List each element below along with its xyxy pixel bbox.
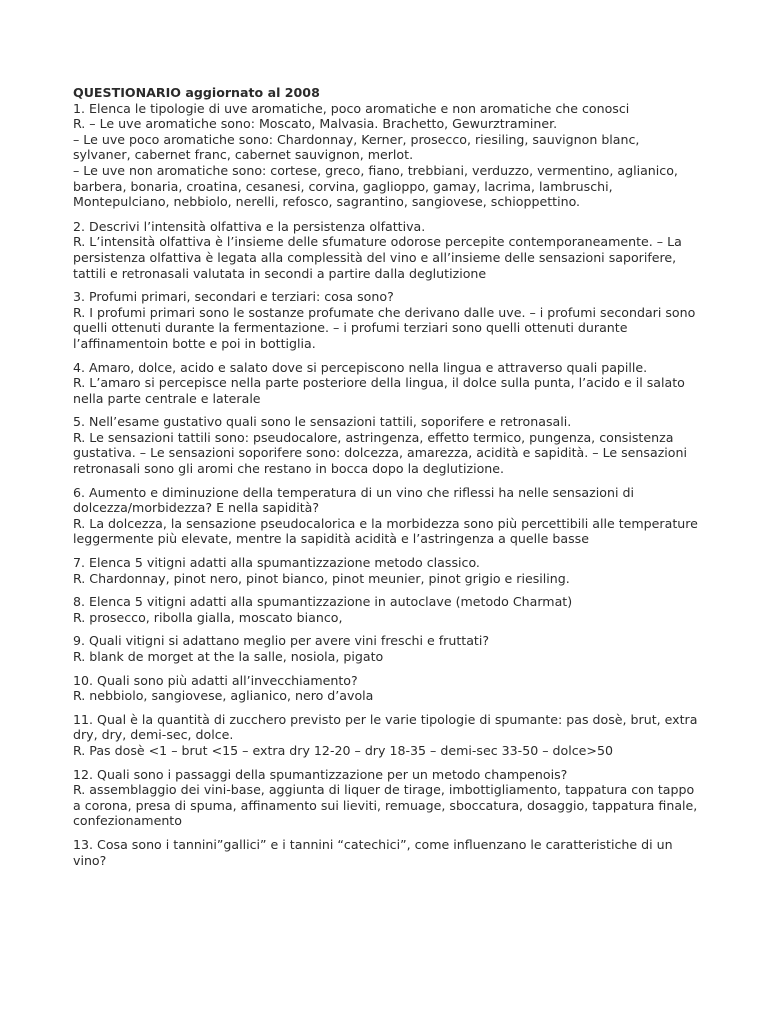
question-text: 5. Nell’esame gustativo quali sono le sensazioni tattili, soporifere e retronasali.	[73, 414, 572, 430]
question-5	[73, 414, 701, 476]
question-text: 4. Amaro, dolce, acido e salato dove si percepiscono nella lingua e attraverso quali papille.	[73, 359, 648, 375]
answer-text: R. L’amaro si percepisce nella parte posteriore della lingua, il dolce sulla punta, l’acido e il salato nella parte centrale e laterale	[73, 375, 685, 406]
question-text: 1. Elenca le tipologie di uve aromatiche, poco aromatiche e non aromatiche che conosci	[73, 100, 630, 116]
question-3	[73, 289, 701, 351]
answer-text: R. nebbiolo, sangiovese, aglianico, nero d’avola	[73, 688, 374, 704]
question-text: 11. Qual è la quantità di zucchero previsto per le varie tipologie di spumante: pas dosè, brut, extra dry, dry, demi-sec, dolce.	[73, 711, 698, 743]
answer-text: R. I profumi primari sono le sostanze profumate che derivano dalle uve. – i profumi secondari sono quelli ottenuti durante la fermentazione. – i profumi terziari sono quelli ottenuti durante l’affinamentoin botte e poi in bottiglia.	[73, 304, 696, 351]
question-text: 10. Quali sono più adatti all’invecchiamento?	[73, 672, 358, 688]
answer-text: R. prosecco, ribolla gialla, moscato bianco,	[73, 609, 343, 625]
question-text: 8. Elenca 5 vitigni adatti alla spumantizzazione in autoclave (metodo Charmat)	[73, 594, 573, 610]
answer-text: R. assemblaggio dei vini-base, aggiunta di liquer de tirage, imbottigliamento, tappatura con tappo a corona, presa di spuma, affinamento sui lieviti, remuage, sboccatura, dosaggio, tappatura finale, confezionamento	[73, 782, 698, 829]
answer-text: R. L’intensità olfattiva è l’insieme delle sfumature odorose percepite contemporaneamente. – La persistenza olfattiva è legata alla complessità del vino e all’insieme delle sensazioni saporifere, tattili e retronasali valutata in secondi a partire dalla deglutizione	[73, 234, 682, 281]
answer-text: R. Le sensazioni tattili sono: pseudocalore, astringenza, effetto termico, pungenza, consistenza gustativa. – Le sensazioni soporifere sono: dolcezza, amarezza, acidità e sapidità. – Le sensazioni retronasali sono gli aromi che restano in bocca dopo la deglutizione.	[73, 429, 687, 477]
question-4	[73, 360, 701, 407]
answer-text: R. Pas dosè <1 – brut <15 – extra dry 12-20 – dry 18-35 – demi-sec 33-50 – dolce>50	[73, 742, 613, 758]
question-1	[73, 101, 701, 210]
document-body	[73, 85, 701, 876]
question-2	[73, 219, 701, 281]
answer-text: R. Chardonnay, pinot nero, pinot bianco, pinot meunier, pinot grigio e riesiling.	[73, 570, 570, 586]
answer-text: – Le uve poco aromatiche sono: Chardonnay, Kerner, prosecco, riesiling, sauvignon blanc, sylvaner, cabernet franc, cabernet sauvignon, merlot.	[73, 131, 640, 163]
answer-text: R. blank de morget at the la salle, nosiola, pigato	[73, 649, 384, 664]
document-title: QUESTIONARIO aggiornato al 2008	[73, 85, 320, 100]
question-text: 9. Quali vitigni si adattano meglio per avere vini freschi e fruttati?	[73, 633, 490, 649]
question-12	[73, 767, 701, 829]
question-text: 6. Aumento e diminuzione della temperatura di un vino che riflessi ha nelle sensazioni di dolcezza/morbidezza? E nella sapidità?	[73, 484, 634, 516]
question-text: 13. Cosa sono i tannini”gallici” e i tannini “catechici”, come influenzano le caratteristiche di un vino?	[73, 836, 673, 868]
question-6	[73, 485, 701, 547]
question-8	[73, 594, 701, 625]
question-7	[73, 555, 701, 586]
question-9	[73, 633, 701, 664]
question-10	[73, 673, 701, 704]
question-11	[73, 712, 701, 759]
question-text: 3. Profumi primari, secondari e terziari: cosa sono?	[73, 289, 394, 305]
question-text: 2. Descrivi l’intensità olfattiva e la persistenza olfattiva.	[73, 218, 426, 234]
question-13	[73, 837, 701, 868]
question-text: 12. Quali sono i passaggi della spumantizzazione per un metodo champenois?	[73, 766, 568, 782]
answer-text: – Le uve non aromatiche sono: cortese, greco, fiano, trebbiani, verduzzo, vermentino, aglianico, barbera, bonaria, croatina, cesanesi, corvina, gaglioppo, gamay, lacrima, lambruschi, Montepulciano, nebbiolo, nerelli, refosco, sagrantino, sangiovese, schioppettino.	[73, 162, 678, 210]
question-text: 7. Elenca 5 vitigni adatti alla spumantizzazione metodo classico.	[73, 555, 480, 571]
answer-text: R. – Le uve aromatiche sono: Moscato, Malvasia. Brachetto, Gewurztraminer.	[73, 116, 558, 132]
answer-text: R. La dolcezza, la sensazione pseudocalorica e la morbidezza sono più percettibili alle temperature leggermente più elevate, mentre la sapidità acidità e l’astringenza a quelle basse	[73, 515, 698, 547]
